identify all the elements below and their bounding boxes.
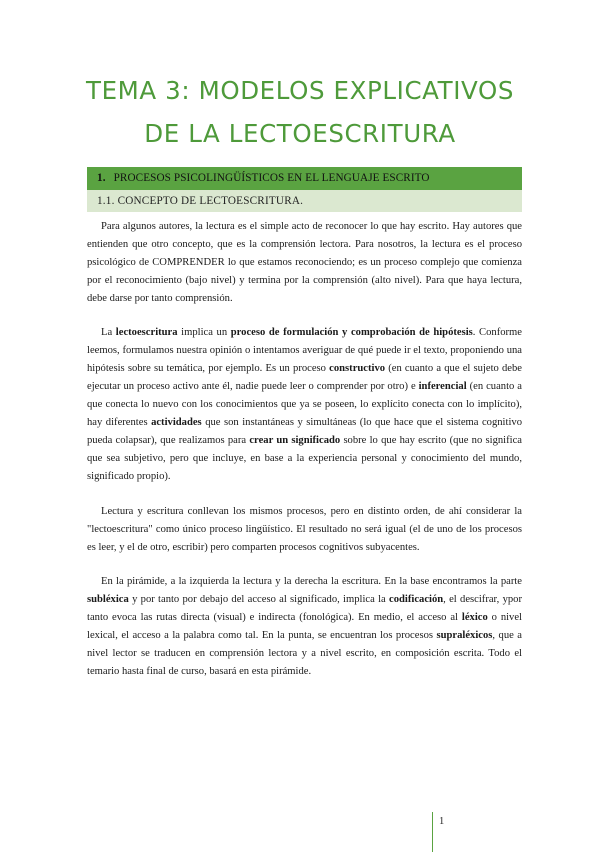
term-constructivo: constructivo bbox=[329, 363, 386, 374]
document-title-line-2: DE LA LECTOESCRITURA bbox=[144, 119, 456, 148]
subsection-heading: 1.1. CONCEPTO DE LECTOESCRITURA. bbox=[87, 190, 522, 212]
term-sublexica: subléxica bbox=[87, 594, 129, 605]
term-actividades: actividades bbox=[151, 417, 202, 428]
paragraph-4: En la pirámide, a la izquierda la lectura y la derecha la escritura. En la base encontramos la parte subléxica y por tanto por debajo del acceso al significado, implica la codificación, el descifrar, ypor tanto evoca las rutas directa (visual) e indirecta (fonológica). En medio, el acceso al léxico o nivel lexical, el acceso a la palabra como tal. En la punta, se encuentran los procesos supraléxicos, que a nivel lector se traducen en comprensión lectora y a nivel escrito, en composición escrita. Todo el temario hasta final de curso, basará en esta pirámide. bbox=[87, 576, 523, 677]
page-number: 1 bbox=[432, 812, 444, 852]
paragraph-3: Lectura y escritura conllevan los mismos procesos, pero en distinto orden, de ahí considerar la "lectoescritura" como único proceso lingüístico. El resultado no será igual (el de uno de los procesos es leer, y el de otro, escribir) pero comparten procesos cognitivos subyacentes. bbox=[87, 506, 522, 553]
term-crear-significado: crear un significado bbox=[249, 435, 341, 446]
term-codificacion: codificación bbox=[389, 594, 444, 605]
term-proceso-hipotesis: proceso de formulación y comprobación de hipótesis bbox=[230, 327, 473, 338]
term-lectoescritura: lectoescritura bbox=[115, 327, 178, 338]
section-title: PROCESOS PSICOLINGÜÍSTICOS EN EL LENGUAJE ESCRITO bbox=[113, 172, 430, 184]
term-lexico: léxico bbox=[461, 612, 488, 623]
paragraph-1: Para algunos autores, la lectura es el simple acto de reconocer lo que hay escrito. Hay autores que entienden que otro concepto, que es la comprensión lectora. Para nosotros, la lectura es el proceso psicológico de COMPRENDER lo que estamos reconociendo; es un proceso complejo que comienza por el reconocimiento (bajo nivel) y termina por la comprensión (alto nivel). Para que haya lectura, debe darse por tanto comprensión. bbox=[87, 221, 522, 304]
section-number: 1. bbox=[97, 172, 106, 184]
section-heading bbox=[87, 167, 522, 190]
document-title-line-1: TEMA 3: MODELOS EXPLICATIVOS bbox=[86, 76, 514, 105]
term-supralexicos: supraléxicos bbox=[436, 630, 493, 641]
paragraph-2: La lectoescritura implica un proceso de formulación y comprobación de hipótesis. Conforme leemos, formulamos nuestra opinión o intentamos averiguar de qué puede ir el texto, proponiendo una hipótesis sobre su temática, por ejemplo. Es un proceso constructivo (en cuanto a que el sujeto debe ejecutar un proceso activo ante él, nadie puede leer o comprender por otro) e inferencial (en cuanto a que conecta lo nuevo con los conocimientos que ya se poseen, lo explícito conecta con lo implícito), hay diferentes actividades que son instantáneas y simultáneas (lo que hace que el sistema cognitivo pueda colapsar), que realizamos para crear un significado sobre lo que hay escrito (que no significa que sea subjetivo, pero que incluye, en base a la experiencia personal y conocimiento del mundo, significado propio). bbox=[87, 327, 522, 482]
term-inferencial: inferencial bbox=[418, 381, 467, 392]
